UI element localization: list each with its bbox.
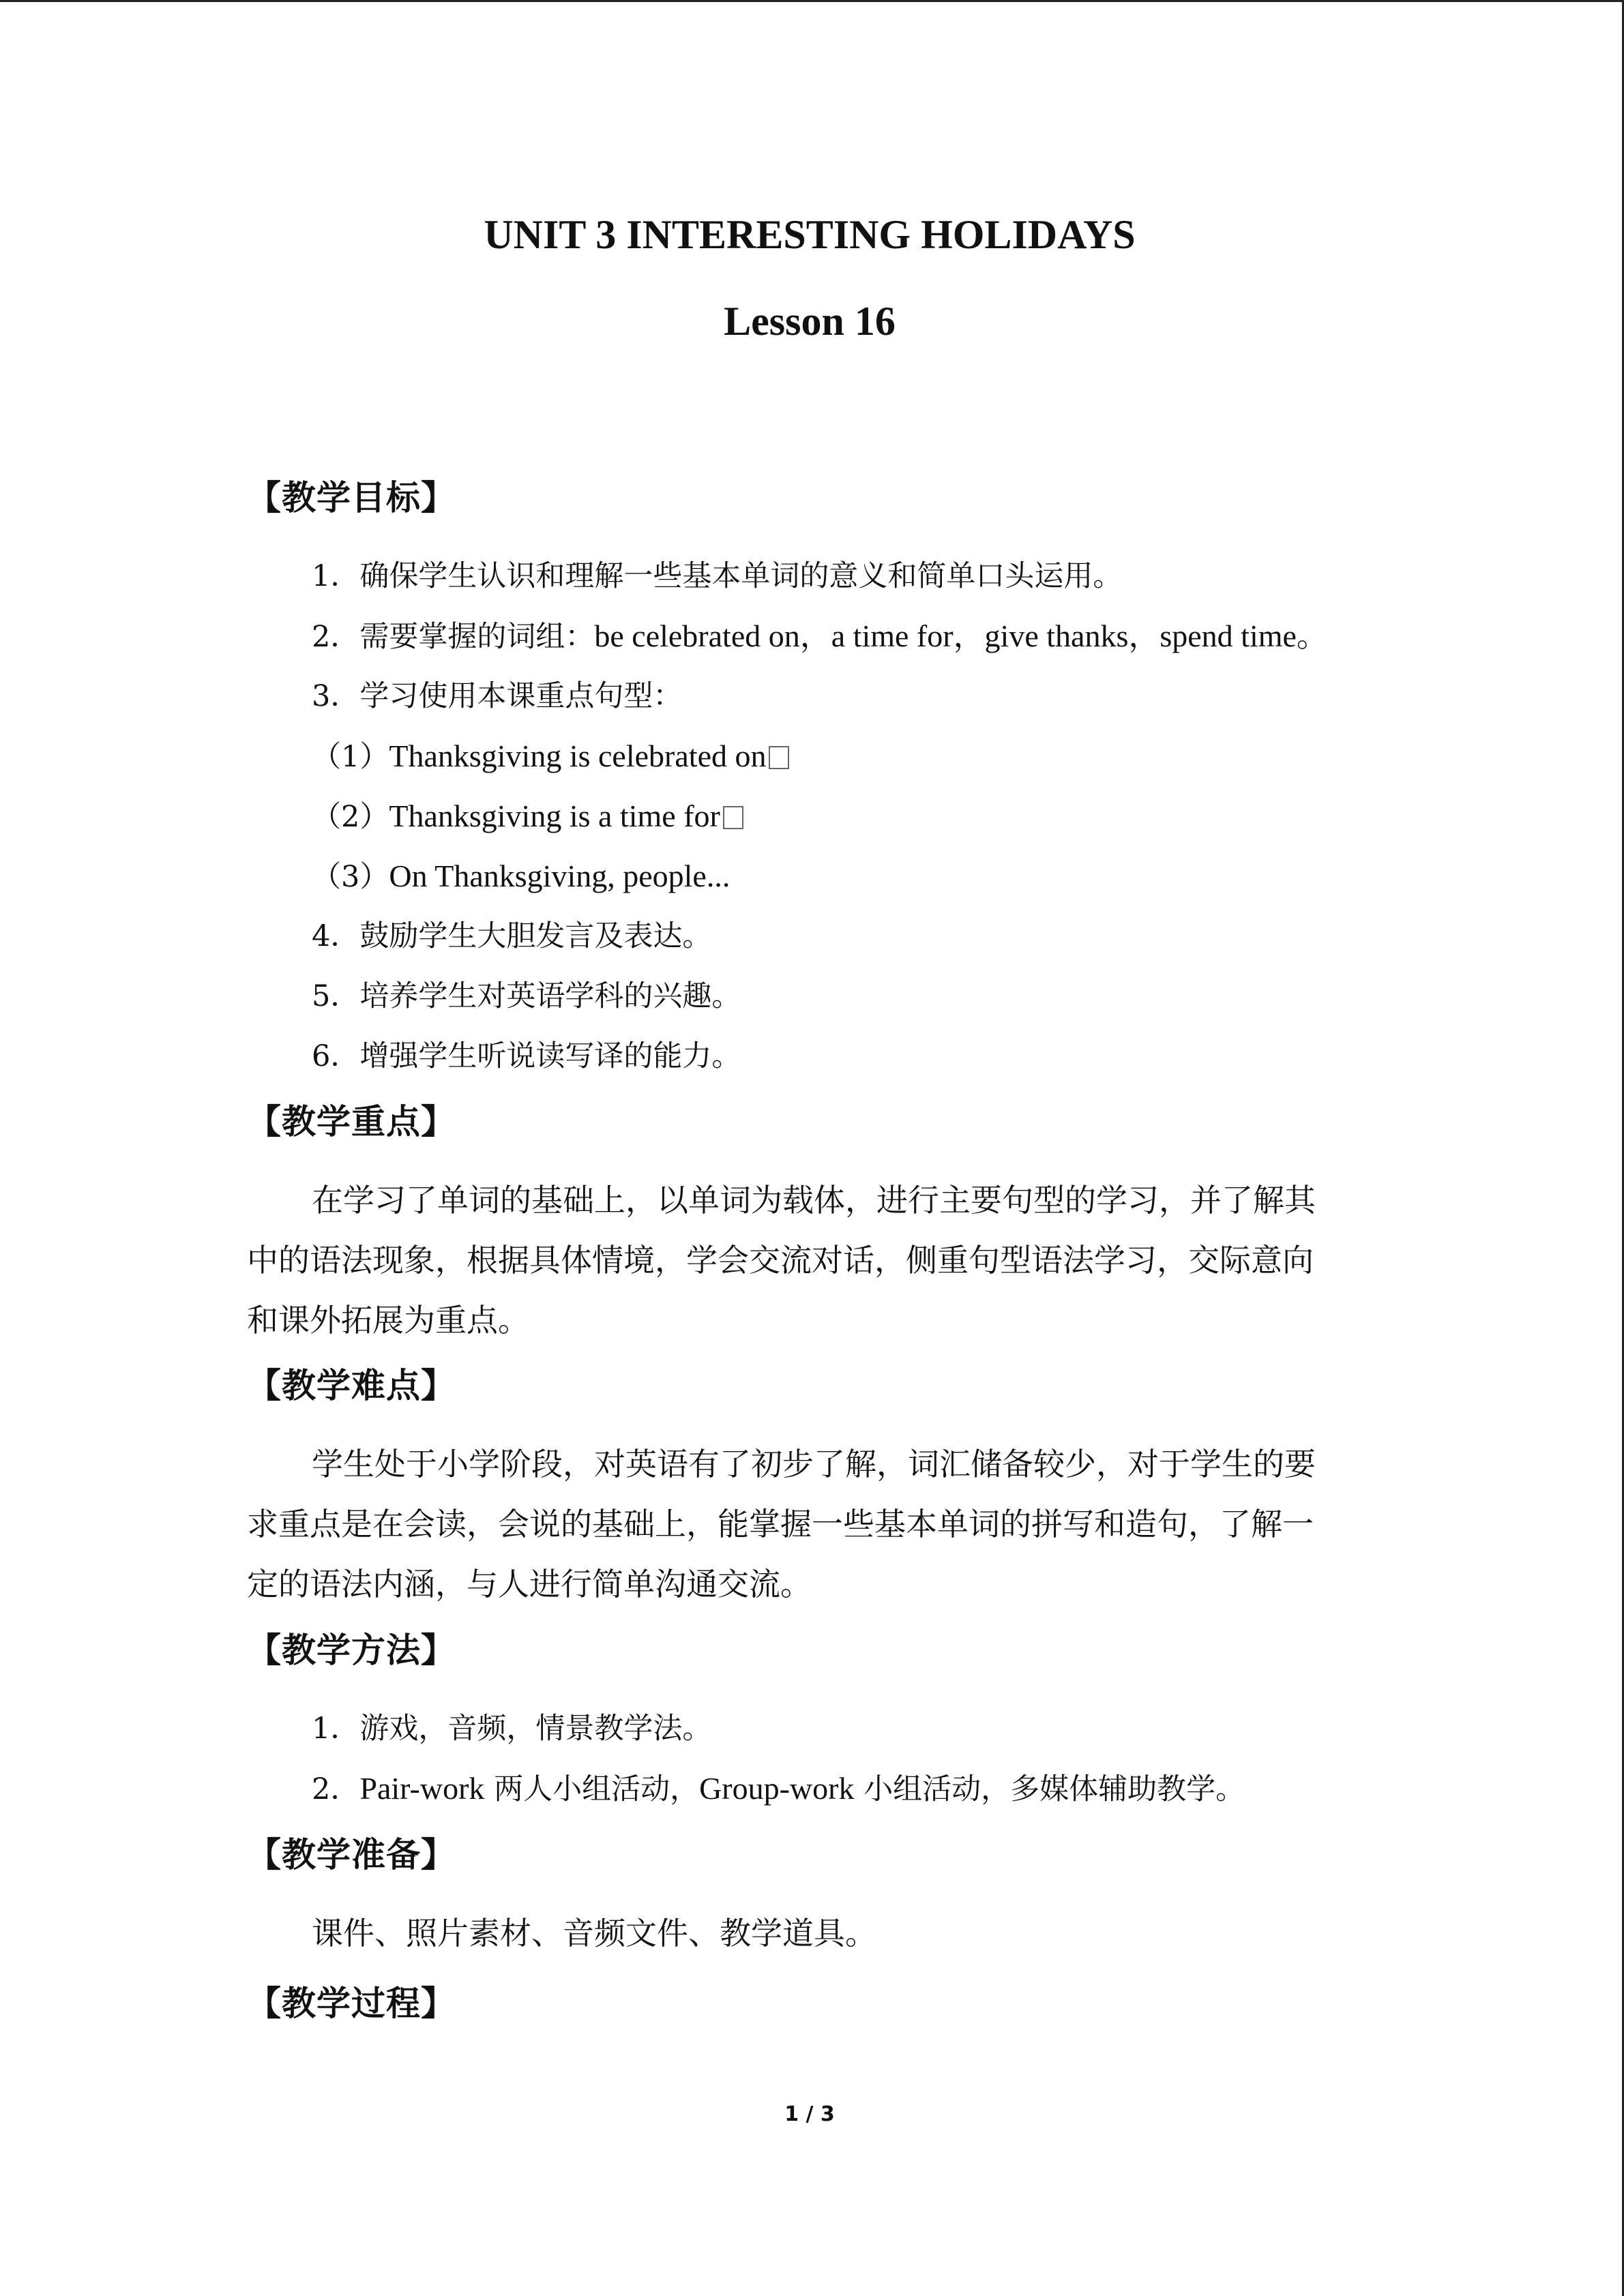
blank-box-icon [769, 746, 789, 769]
preparation-line-1: 课件、照片素材、音频文件、教学道具。 [312, 1915, 876, 1952]
pair-work-term: Pair-work [359, 1771, 485, 1806]
key-points-line-2: 中的语法现象，根据具体情境，学会交流对话，侧重句型语法学习，交际意向 [247, 1242, 1314, 1279]
method-item-2-text-b: 小组活动，多媒体辅助教学。 [854, 1772, 1245, 1806]
method-item-1: 1．游戏，音频，情景教学法。 [312, 1712, 712, 1746]
unit-title: UNIT 3 INTERESTING HOLIDAYS [484, 212, 1136, 257]
objective-item-1: 1．确保学生认识和理解一些基本单词的意义和简单口头运用。 [312, 559, 1123, 593]
method-item-2 [312, 1768, 1245, 1810]
pattern-3 [312, 856, 730, 897]
objective-item-3: 3．学习使用本课重点句型： [312, 679, 683, 713]
lesson-title: Lesson 16 [724, 299, 896, 344]
objective-item-6: 6．增强学生听说读写译的能力。 [312, 1039, 741, 1073]
difficulties-line-1: 学生处于小学阶段，对英语有了初步了解，词汇储备较少，对于学生的要 [312, 1446, 1316, 1482]
preparation-heading: 【教学准备】 [247, 1835, 456, 1875]
objective-item-5: 5．培养学生对英语学科的兴趣。 [312, 979, 741, 1013]
pattern-2-number: （2） [312, 800, 389, 834]
process-heading: 【教学过程】 [247, 1984, 456, 2023]
pattern-1 [312, 736, 789, 777]
objective-item-4: 4．鼓励学生大胆发言及表达。 [312, 919, 712, 953]
pattern-1-text: Thanksgiving is celebrated on [389, 739, 767, 773]
difficulties-line-2: 求重点是在会读，会说的基础上，能掌握一些基本单词的拼写和造句，了解一 [247, 1506, 1314, 1542]
pattern-2-text: Thanksgiving is a time for [389, 799, 720, 833]
pattern-1-number: （1） [312, 740, 389, 774]
methods-heading: 【教学方法】 [247, 1630, 456, 1670]
blank-box-icon [723, 806, 743, 829]
page-number: 1 / 3 [784, 2102, 835, 2126]
objective-item-2 [312, 616, 1328, 657]
objectives-heading: 【教学目标】 [247, 478, 456, 518]
group-work-term: Group-work [699, 1771, 855, 1806]
difficulties-line-3: 定的语法内涵，与人进行简单沟通交流。 [247, 1566, 812, 1602]
pattern-3-number: （3） [312, 860, 389, 894]
pattern-2 [312, 796, 743, 837]
key-points-heading: 【教学重点】 [247, 1102, 456, 1142]
top-border [0, 0, 1624, 2]
objective-item-2-terms: be celebrated on，a time for，give thanks，spend time。 [594, 618, 1328, 653]
difficulties-heading: 【教学难点】 [247, 1366, 456, 1405]
method-item-2-number: 2． [312, 1772, 360, 1806]
objective-item-2-prefix: 2．需要掌握的词组： [312, 620, 595, 654]
pattern-3-text: On Thanksgiving, people... [389, 859, 730, 893]
key-points-line-1: 在学习了单词的基础上，以单词为载体，进行主要句型的学习，并了解其 [312, 1182, 1316, 1219]
method-item-2-text-a: 两人小组活动， [484, 1772, 700, 1806]
key-points-line-3: 和课外拓展为重点。 [247, 1302, 529, 1339]
